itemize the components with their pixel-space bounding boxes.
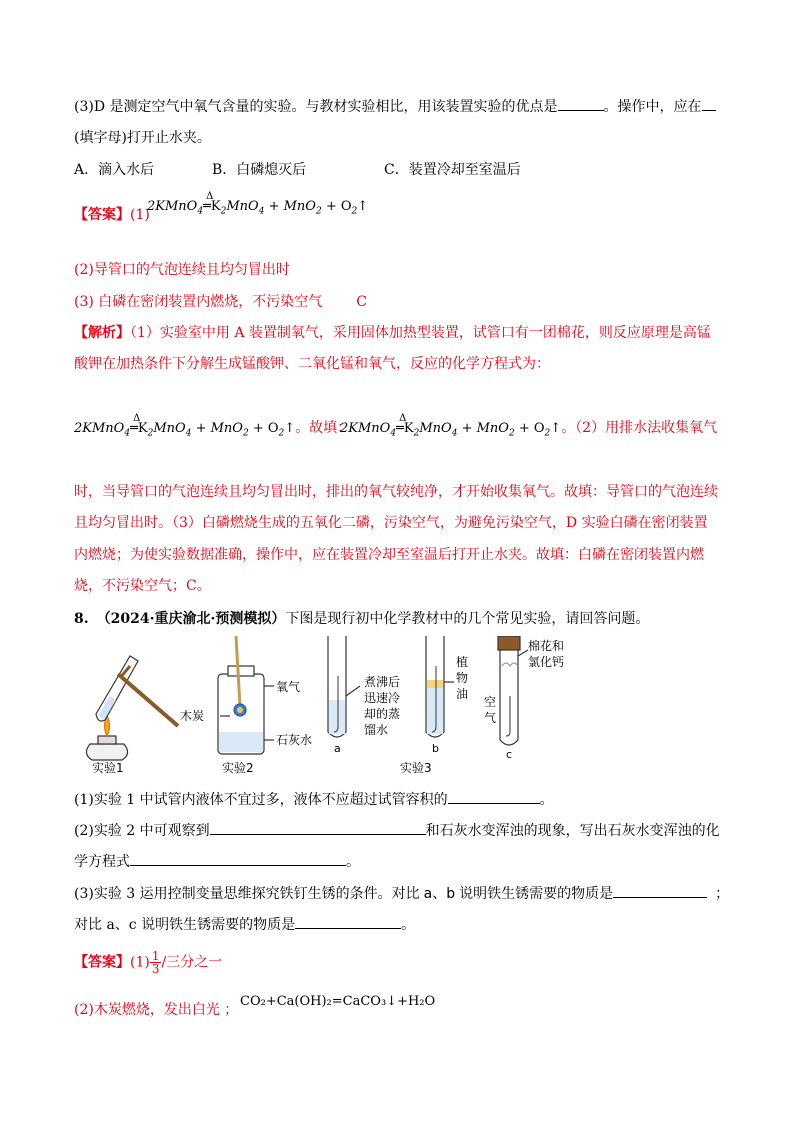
- tube-label-b: b: [432, 742, 439, 755]
- label-boiled-3: 却的蒸: [364, 707, 401, 721]
- label-air-1: 空: [484, 695, 497, 709]
- q8-question-2: (2)实验 2 中可观察到 和石灰水变浑浊的现象，写出石灰水变浑浊的化: [74, 820, 720, 841]
- q7-analysis-5: 且均匀冒出时。（3）白磷燃烧生成的五氧化二磷，污染空气，为避免污染空气，D 实验白磷在密闭装置: [74, 515, 708, 531]
- answer-blank: [448, 789, 540, 804]
- experiment-1-apparatus: [86, 656, 178, 760]
- tube-label-a: a: [334, 742, 341, 755]
- question-source: （2024·重庆渝北·预测模拟）: [96, 611, 286, 627]
- q7-d-line-2: (填字母)打开止水夹。: [74, 130, 211, 146]
- q7-analysis-2: 酸钾在加热条件下分解生成锰酸钾、二氧化锰和氧气，反应的化学方程式为：: [74, 356, 550, 372]
- answer-blank: [130, 851, 346, 866]
- option-c: C．装置冷却至室温后: [384, 162, 521, 178]
- q7-options: [74, 160, 521, 180]
- experiment-figure: [70, 636, 590, 776]
- label-cotton-1: 棉花和: [528, 639, 565, 653]
- answer-label: 【答案】: [74, 207, 130, 223]
- answer-blank: [558, 96, 604, 111]
- formula-answer: 2KMnO$_4$ Δ $═K_2MnO_4 + MnO_2$ + $O_2↑$: [147, 191, 369, 217]
- q8-question-2-line2: 学方程式 。: [74, 851, 360, 872]
- label-boiled-1: 煮沸后: [364, 675, 401, 689]
- label-oxygen: 氧气: [276, 680, 301, 694]
- answer-blank: [702, 96, 716, 111]
- label-cotton-2: 氯化钙: [528, 655, 565, 669]
- q7-answer-2: (2)导管口的气泡连续且均匀冒出时: [74, 262, 290, 278]
- label-oil-3: 油: [456, 687, 469, 701]
- label-boiled-2: 迅速冷: [364, 691, 401, 705]
- figure-label-1: 实验1: [92, 761, 124, 775]
- label-oil-2: 物: [456, 671, 469, 685]
- label-air-2: 气: [484, 711, 497, 725]
- answer-blank: [613, 883, 707, 898]
- tube-label-c: c: [506, 748, 513, 761]
- q8-answer-1: 【答案】(1) $\frac{1}{3}$ /三分之一: [74, 949, 223, 976]
- q7-answer-line: 【答案】(1): [74, 207, 150, 223]
- q7-answer-3: (3) 白磷在密闭装置内燃烧，不污染空气 C: [74, 294, 367, 310]
- q8-question-3: (3)实验 3 运用控制变量思维探究铁钉生锈的条件。对比 a、b 说明铁生锈需要的物质是 ；: [74, 883, 729, 904]
- label-oil-1: 植: [456, 655, 469, 669]
- option-a: A．滴入水后: [74, 162, 155, 178]
- q7-d-line-1: (3)D 是测定空气中氧气含量的实验。与教材实验相比，用该装置实验的优点是 。操作中，应在: [74, 96, 716, 117]
- q7-analysis-6: 内燃烧；为使实验数据准确，操作中，应在装置冷却至室温后打开止水夹。故填：白磷在密闭装置内燃: [74, 547, 704, 563]
- analysis-label: 【解析】: [74, 325, 130, 341]
- experiment-3-apparatus: [328, 636, 528, 745]
- figure-label-3: 实验3: [400, 761, 432, 775]
- label-boiled-4: 馏水: [364, 723, 389, 737]
- answer-blank: [295, 914, 401, 929]
- answer-blank: [210, 820, 426, 835]
- figure-label-2: 实验2: [222, 761, 254, 775]
- q8-header: 8. （2024·重庆渝北·预测模拟）下图是现行初中化学教材中的几个常见实验，请回答问题。: [74, 611, 650, 627]
- q7-analysis-formula-line: 2KMnO$_4$ Δ $═K_2MnO_4 + MnO_2$ + $O_2↑$。故填：: [74, 413, 352, 439]
- fraction-one-third: $\frac{1}{3}$: [151, 949, 160, 976]
- label-limewater: 石灰水: [276, 733, 313, 747]
- experiment-2-apparatus: [218, 636, 274, 754]
- q7-analysis-4: 时，当导管口的气泡连续且均匀冒出时，排出的氧气较纯净，才开始收集氧气。故填：导管口的气泡连续: [74, 484, 718, 500]
- q7-analysis-7: 烧，不污染空气；C。: [74, 578, 211, 594]
- question-number: 8.: [74, 611, 89, 627]
- q7-analysis-1: 【解析】（1）实验室中用 A 装置制氧气，采用固体加热型装置，试管口有一团棉花，则反应原理是高锰: [74, 325, 711, 341]
- label-charcoal: 木炭: [180, 709, 205, 723]
- q8-answer-2: (2)木炭燃烧，发出白光 ；: [74, 1002, 239, 1018]
- answer-label: 【答案】: [74, 954, 130, 971]
- q7-analysis-formula-2: 2KMnO$_4$ Δ $═K_2MnO_4 + MnO_2$ + $O_2↑$。（2）用排水法收集氧气: [340, 413, 718, 439]
- q8-answer-2-formula: CO₂+Ca(OH)₂=CaCO₃↓+H₂O: [240, 994, 436, 1009]
- q8-question-3-line2: 对比 a、c 说明铁生锈需要的物质是 。: [74, 914, 415, 935]
- q8-question-1: (1)实验 1 中试管内液体不宜过多，液体不应超过试管容积的 。: [74, 789, 554, 810]
- option-b: B．白磷熄灭后: [212, 162, 307, 178]
